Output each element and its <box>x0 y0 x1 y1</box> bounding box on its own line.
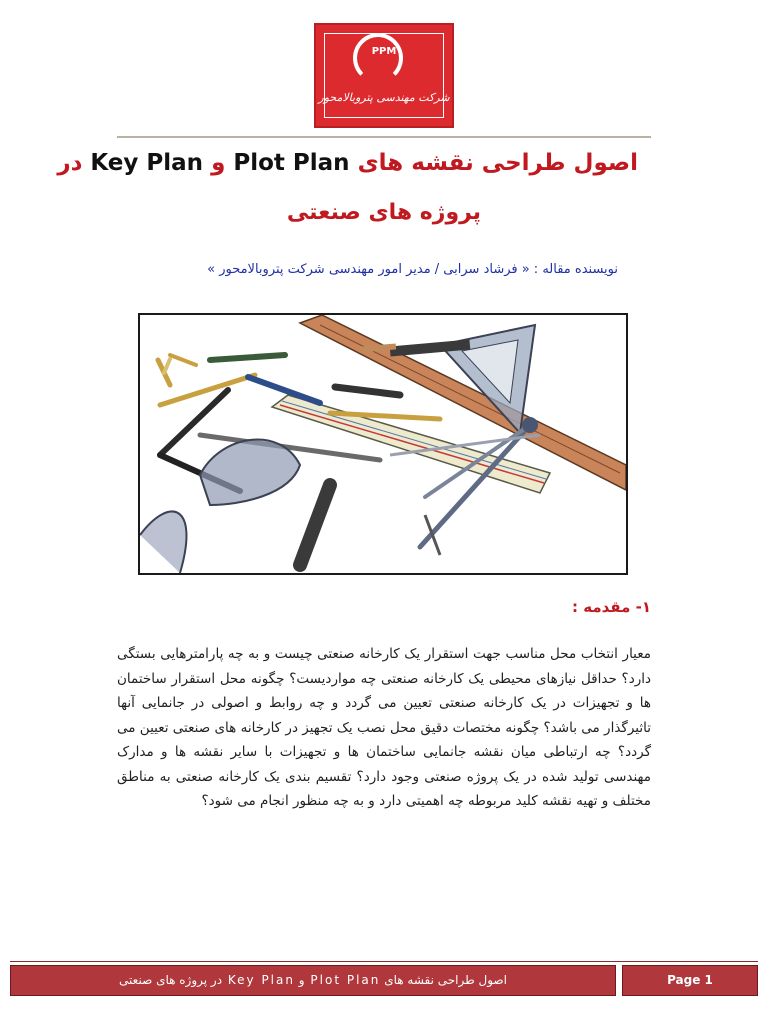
header-divider <box>117 136 651 138</box>
page-footer <box>10 965 758 996</box>
company-logo <box>314 23 454 128</box>
intro-paragraph: معیار انتخاب محل مناسب جهت استقرار یک کارخانه صنعتی چیست و به چه پارامترهایی بستگی دارد؟ حداقل نیازهای محیطی یک کارخانه صنعتی چه مواردیست؟ چگونه محل استقرار ساختمان ها و تجهیزات در یک کارخانه صنعتی تعیین می گردد و چه روابط و اصولی در جانمایی آنها تاثیرگذار می باشد؟ چگونه مختصات دقیق محل نصب یک تجهیز در کارخانه های صنعتی تعیین می گردد؟ چه ارتباطی میان نقشه جانمایی ساختمان ها و تجهیزات با سایر نقشه ها و مدارک مهندسی تولید شده در یک پروژه صنعتی وجود دارد؟ تقسیم بندی یک کارخانه صنعتی به مناطق مختلف و تهیه نقشه کلید مربوطه چه اهمیتی دارد و به چه منظور انجام می شود؟ <box>117 646 651 809</box>
title-plot-plan: Plot Plan <box>233 150 350 176</box>
title-in: در <box>57 150 83 176</box>
drafting-tools-image <box>138 313 628 575</box>
author-line: نویسنده مقاله : « فرشاد سرابی / مدیر امور مهندسی شرکت پتروبالامحور » <box>207 262 618 277</box>
footer-divider <box>10 961 758 962</box>
logo-ring-icon <box>353 33 403 83</box>
page-title-line1 <box>57 150 638 176</box>
section-heading: ۱- مقدمه : <box>572 598 651 616</box>
logo-mark: PPM <box>371 46 397 57</box>
drafting-tools-illustration <box>140 315 626 573</box>
logo-company-name: شرکت مهندسی پتروبالامحور <box>318 91 450 104</box>
footer-page-number: Page 1 <box>622 965 758 996</box>
title-key-plan: Key Plan <box>90 150 204 176</box>
footer-running-title: اصول طراحی نقشه های Plot Plan و Key Plan در پروژه های صنعتی <box>10 965 616 996</box>
title-and: و <box>211 150 226 176</box>
page-title-line2: پروژه های صنعتی <box>286 200 482 225</box>
title-part1: اصول طراحی نقشه های <box>357 150 638 176</box>
